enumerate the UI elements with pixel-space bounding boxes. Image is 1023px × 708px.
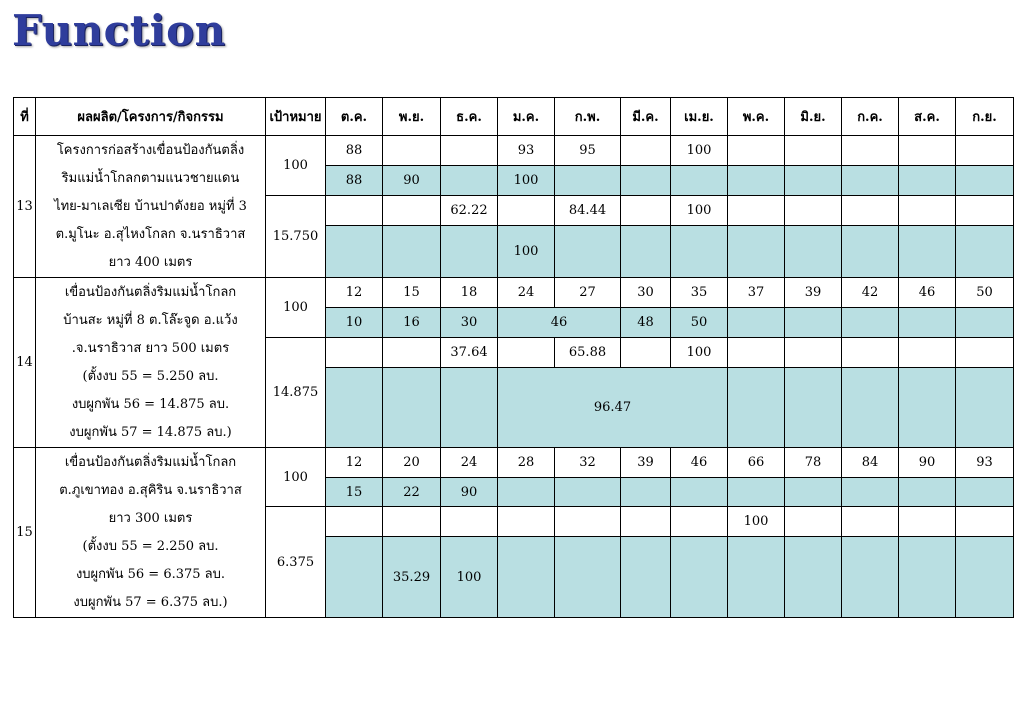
header-month: พ.ค. <box>728 98 785 136</box>
budget-plan-cell <box>899 507 956 537</box>
header-target: เป้าหมาย <box>266 98 326 136</box>
plan-cell <box>441 136 498 166</box>
header-month: มี.ค. <box>621 98 671 136</box>
actual-cell <box>785 478 842 507</box>
budget-actual-cell <box>842 368 899 448</box>
budget-actual-cell: 100 <box>498 226 555 278</box>
budget-actual-cell <box>326 226 383 278</box>
plan-cell <box>383 136 441 166</box>
budget-actual-cell <box>441 368 498 448</box>
budget-actual-cell <box>785 368 842 448</box>
target-budget: 15.750 <box>266 196 326 278</box>
plan-cell: 12 <box>326 278 383 308</box>
actual-cell: 22 <box>383 478 441 507</box>
project-number: 13 <box>14 136 36 278</box>
actual-cell: 50 <box>671 308 728 338</box>
budget-plan-cell <box>498 338 555 368</box>
plan-cell: 12 <box>326 448 383 478</box>
plan-cell <box>842 136 899 166</box>
budget-plan-cell <box>671 507 728 537</box>
actual-cell <box>899 478 956 507</box>
actual-cell <box>785 308 842 338</box>
budget-plan-cell: 100 <box>728 507 785 537</box>
actual-cell <box>842 478 899 507</box>
budget-plan-cell <box>498 196 555 226</box>
progress-table <box>13 97 1014 618</box>
budget-actual-cell: 35.29 <box>383 537 441 618</box>
budget-actual-cell: 100 <box>441 537 498 618</box>
budget-plan-cell <box>326 196 383 226</box>
actual-cell <box>785 166 842 196</box>
budget-plan-cell <box>785 196 842 226</box>
plan-cell: 20 <box>383 448 441 478</box>
target-plan: 100 <box>266 448 326 507</box>
plan-cell <box>728 136 785 166</box>
project-description: เขื่อนป้องกันตลิ่งริมแม่น้ำโกลก ต.ภูเขาทอง อ.สุคิริน จ.นราธิวาส ยาว 300 เมตร (ตั้งงบ 55 = 2.250 ลบ. งบผูกพัน 56 = 6.375 ลบ. งบผูกพัน 57 = 6.375 ลบ.) <box>36 448 266 618</box>
budget-plan-cell <box>555 507 621 537</box>
budget-plan-cell <box>441 507 498 537</box>
plan-cell <box>899 136 956 166</box>
budget-actual-cell: 96.47 <box>498 368 728 448</box>
header-row <box>14 98 1014 136</box>
actual-cell <box>671 478 728 507</box>
header-month: ธ.ค. <box>441 98 498 136</box>
actual-cell: 30 <box>441 308 498 338</box>
header-month: ก.ย. <box>956 98 1014 136</box>
table-row <box>14 278 1014 308</box>
actual-cell: 90 <box>383 166 441 196</box>
actual-cell <box>956 308 1014 338</box>
actual-cell <box>899 308 956 338</box>
budget-plan-cell <box>899 196 956 226</box>
budget-actual-cell <box>842 537 899 618</box>
plan-cell: 50 <box>956 278 1014 308</box>
header-month: ต.ค. <box>326 98 383 136</box>
budget-plan-cell <box>842 338 899 368</box>
budget-plan-cell <box>383 338 441 368</box>
actual-cell <box>498 478 555 507</box>
budget-plan-cell: 100 <box>671 196 728 226</box>
budget-plan-cell: 37.64 <box>441 338 498 368</box>
budget-actual-cell <box>842 226 899 278</box>
budget-actual-cell <box>383 226 441 278</box>
actual-cell <box>899 166 956 196</box>
budget-plan-cell <box>621 196 671 226</box>
actual-cell: 10 <box>326 308 383 338</box>
plan-cell: 24 <box>441 448 498 478</box>
budget-actual-cell <box>671 537 728 618</box>
actual-cell <box>842 308 899 338</box>
plan-cell: 90 <box>899 448 956 478</box>
actual-cell: 48 <box>621 308 671 338</box>
plan-cell: 93 <box>498 136 555 166</box>
plan-cell: 100 <box>671 136 728 166</box>
plan-cell: 37 <box>728 278 785 308</box>
budget-actual-cell <box>728 537 785 618</box>
budget-plan-cell <box>899 338 956 368</box>
plan-cell: 39 <box>621 448 671 478</box>
plan-cell: 95 <box>555 136 621 166</box>
budget-plan-cell: 84.44 <box>555 196 621 226</box>
target-plan: 100 <box>266 278 326 338</box>
budget-actual-cell <box>956 368 1014 448</box>
budget-plan-cell <box>621 507 671 537</box>
plan-cell: 35 <box>671 278 728 308</box>
budget-actual-cell <box>728 368 785 448</box>
budget-plan-cell <box>383 196 441 226</box>
plan-cell: 93 <box>956 448 1014 478</box>
plan-cell: 15 <box>383 278 441 308</box>
budget-plan-cell: 62.22 <box>441 196 498 226</box>
plan-cell: 27 <box>555 278 621 308</box>
budget-plan-cell <box>498 507 555 537</box>
budget-actual-cell <box>785 226 842 278</box>
budget-plan-cell: 100 <box>671 338 728 368</box>
target-plan: 100 <box>266 136 326 196</box>
plan-cell <box>621 136 671 166</box>
budget-actual-cell <box>441 226 498 278</box>
table-row <box>14 448 1014 478</box>
header-month: มิ.ย. <box>785 98 842 136</box>
budget-actual-cell <box>728 226 785 278</box>
budget-plan-cell <box>621 338 671 368</box>
actual-cell: 88 <box>326 166 383 196</box>
actual-cell <box>671 166 728 196</box>
plan-cell: 46 <box>899 278 956 308</box>
plan-cell <box>956 136 1014 166</box>
plan-cell: 28 <box>498 448 555 478</box>
budget-plan-cell <box>326 507 383 537</box>
header-month: ก.พ. <box>555 98 621 136</box>
actual-cell <box>842 166 899 196</box>
actual-cell: 100 <box>498 166 555 196</box>
budget-actual-cell <box>326 537 383 618</box>
plan-cell: 42 <box>842 278 899 308</box>
actual-cell: 16 <box>383 308 441 338</box>
budget-plan-cell <box>728 196 785 226</box>
budget-plan-cell <box>842 196 899 226</box>
budget-plan-cell <box>956 507 1014 537</box>
budget-plan-cell <box>956 338 1014 368</box>
actual-cell <box>621 478 671 507</box>
actual-cell <box>555 478 621 507</box>
header-month: เม.ย. <box>671 98 728 136</box>
budget-plan-cell <box>842 507 899 537</box>
header-month: ม.ค. <box>498 98 555 136</box>
actual-cell <box>956 478 1014 507</box>
project-number: 14 <box>14 278 36 448</box>
actual-cell <box>728 166 785 196</box>
budget-actual-cell <box>383 368 441 448</box>
budget-actual-cell <box>555 226 621 278</box>
budget-actual-cell <box>956 226 1014 278</box>
budget-actual-cell <box>899 368 956 448</box>
target-budget: 14.875 <box>266 338 326 448</box>
plan-cell: 32 <box>555 448 621 478</box>
budget-plan-cell <box>956 196 1014 226</box>
plan-cell: 39 <box>785 278 842 308</box>
budget-actual-cell <box>326 368 383 448</box>
actual-cell: 46 <box>498 308 621 338</box>
budget-actual-cell <box>555 537 621 618</box>
project-number: 15 <box>14 448 36 618</box>
plan-cell: 18 <box>441 278 498 308</box>
budget-actual-cell <box>899 226 956 278</box>
budget-actual-cell <box>899 537 956 618</box>
actual-cell <box>441 166 498 196</box>
target-budget: 6.375 <box>266 507 326 618</box>
page-title: Function <box>12 6 226 55</box>
actual-cell <box>956 166 1014 196</box>
header-activity: ผลผลิต/โครงการ/กิจกรรม <box>36 98 266 136</box>
budget-actual-cell <box>498 537 555 618</box>
plan-cell: 46 <box>671 448 728 478</box>
header-month: พ.ย. <box>383 98 441 136</box>
plan-cell <box>785 136 842 166</box>
table-row <box>14 136 1014 166</box>
budget-plan-cell <box>326 338 383 368</box>
header-month: ก.ค. <box>842 98 899 136</box>
budget-actual-cell <box>785 537 842 618</box>
actual-cell <box>621 166 671 196</box>
budget-plan-cell <box>383 507 441 537</box>
plan-cell: 24 <box>498 278 555 308</box>
plan-cell: 30 <box>621 278 671 308</box>
budget-plan-cell <box>785 507 842 537</box>
actual-cell: 90 <box>441 478 498 507</box>
budget-actual-cell <box>621 226 671 278</box>
budget-plan-cell <box>728 338 785 368</box>
plan-cell: 88 <box>326 136 383 166</box>
actual-cell <box>728 478 785 507</box>
actual-cell: 15 <box>326 478 383 507</box>
project-description: เขื่อนป้องกันตลิ่งริมแม่น้ำโกลก บ้านสะ หมู่ที่ 8 ต.โล๊ะจูด อ.แว้ง .จ.นราธิวาส ยาว 500 เมตร (ตั้งงบ 55 = 5.250 ลบ. งบผูกพัน 56 = 14.875 ลบ. งบผูกพัน 57 = 14.875 ลบ.) <box>36 278 266 448</box>
project-description: โครงการก่อสร้างเขื่อนป้องกันตลิ่ง ริมแม่น้ำโกลกตามแนวชายแดน ไทย-มาเลเซีย บ้านปาดังยอ หมู่ที่ 3 ต.มูโนะ อ.สุไหงโกลก จ.นราธิวาส ยาว 400 เมตร <box>36 136 266 278</box>
header-month: ส.ค. <box>899 98 956 136</box>
header-no: ที่ <box>14 98 36 136</box>
plan-cell: 84 <box>842 448 899 478</box>
budget-actual-cell <box>671 226 728 278</box>
budget-plan-cell: 65.88 <box>555 338 621 368</box>
plan-cell: 78 <box>785 448 842 478</box>
actual-cell <box>728 308 785 338</box>
plan-cell: 66 <box>728 448 785 478</box>
actual-cell <box>555 166 621 196</box>
budget-plan-cell <box>785 338 842 368</box>
budget-actual-cell <box>956 537 1014 618</box>
budget-actual-cell <box>621 537 671 618</box>
